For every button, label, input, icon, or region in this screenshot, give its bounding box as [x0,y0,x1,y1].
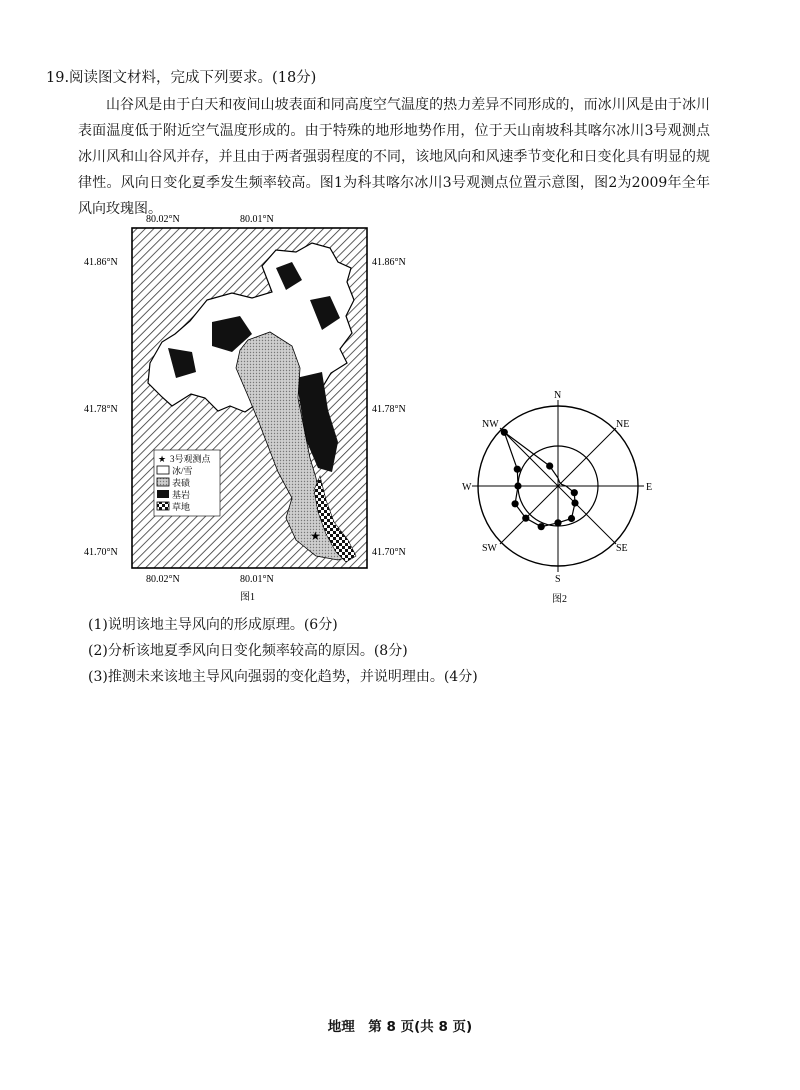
rose-data-point [554,519,561,526]
legend-grass-label: 草地 [172,502,191,512]
rose-data-point [514,466,521,473]
figure2-wind-rose [462,390,652,605]
rose-data-point [546,462,553,469]
sub-question-2: (2)分析该地夏季风向日变化频率较高的原因。(8分) [88,643,408,659]
dir-label-sw: SW [482,543,497,554]
lat-label-left-mid: 41.78°N [84,404,118,415]
legend-observation-label: 3号观测点 [170,454,211,464]
dir-label-e: E [646,482,653,493]
lon-label-top-right: 80.01°N [240,214,274,225]
rose-data-point [571,499,578,506]
sub-question-3: (3)推测未来该地主导风向强弱的变化趋势，并说明理由。(4分) [88,669,478,685]
legend-moraine-label: 表碛 [172,478,191,488]
legend-moraine-swatch [157,478,169,486]
figure1-map [84,214,406,603]
map-legend [154,450,220,516]
question-title: 19.阅读图文材料，完成下列要求。(18分) [46,70,317,86]
lat-label-right-mid: 41.78°N [372,404,406,415]
lat-label-left-bottom: 41.70°N [84,547,118,558]
legend-bedrock-swatch [157,490,169,498]
rose-data-point [501,429,508,436]
question-material: 山谷风是由于白天和夜间山坡表面和同高度空气温度的热力差异不同形成的，而冰川风是由于冰川表面温度低于附近空气温度形成的。由于特殊的地形地势作用，位于天山南坡科其喀尔冰川3号观测点冰川风和山谷风并存，并且由于两者强弱程度的不同，该地风向和风速季节变化和日变化具有明显的规律性。风向日变化夏季发生频率较高。图1为科其喀尔冰川3号观测点位置示意图，图2为2009年全年风向玫瑰图。 [78,97,710,217]
lat-label-right-top: 41.86°N [372,257,406,268]
lon-label-bottom-right: 80.01°N [240,574,274,585]
figure1-caption: 图1 [240,592,255,603]
dir-label-se: SE [616,543,628,554]
legend-star-icon: ★ [158,454,167,464]
rose-data-point [522,515,529,522]
dir-label-s: S [555,574,561,585]
lon-label-bottom-left: 80.02°N [146,574,180,585]
dir-label-n: N [554,390,562,401]
observation-point-star: ★ [310,529,321,543]
dir-label-nw: NW [482,419,499,430]
page-footer: 地理 第 8 页(共 8 页) [327,1019,473,1035]
dir-label-w: W [462,482,472,493]
legend-grass-swatch [157,502,169,510]
dir-label-ne: NE [616,419,630,430]
rose-data-point [571,489,578,496]
legend-ice-label: 冰/雪 [172,466,193,476]
rose-data-point [511,500,518,507]
legend-ice-swatch [157,466,169,474]
rose-data-point [568,515,575,522]
lon-label-top-left: 80.02°N [146,214,180,225]
rose-data-point [538,523,545,530]
rose-data-point [514,482,521,489]
lat-label-left-top: 41.86°N [84,257,118,268]
figure2-caption: 图2 [552,594,567,605]
sub-question-1: (1)说明该地主导风向的形成原理。(6分) [88,617,338,633]
rose-points [501,429,579,531]
lat-label-right-bottom: 41.70°N [372,547,406,558]
legend-bedrock-label: 基岩 [172,490,191,500]
